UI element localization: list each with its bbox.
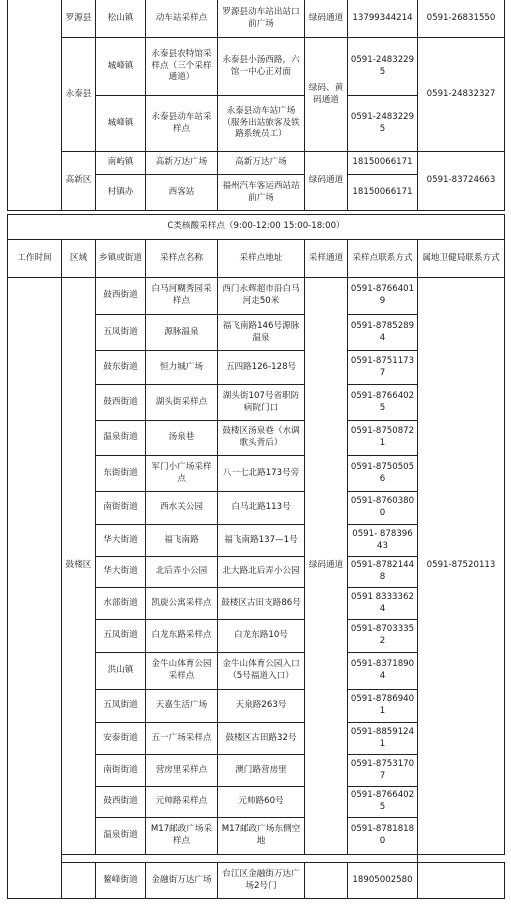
site-name-cell: 营房里采样点 [146,755,218,787]
town-cell: 松山镇 [96,0,146,38]
table-row [8,152,505,175]
site-address-cell: 福飞南路137—1号 [218,525,305,557]
site-name-cell: 动车站采样点 [146,0,218,38]
site-name-cell: 金融街万达广场 [146,863,218,899]
site-name-cell: 源脉温泉 [146,315,218,351]
site-address-cell: 福州汽车客运西站站前广场 [218,175,305,211]
channel-cell: 绿码通道 [305,152,348,211]
phone-cell: 0591-87821448 [348,557,418,588]
bureau-phone-cell: 0591-87520113 [418,278,505,855]
site-address-cell: 西门永辉超市沿白马河走50米 [218,278,305,315]
header-site-address: 采样点地址 [218,240,305,278]
phone-cell: 0591-83718904 [348,653,418,690]
site-name-cell: 五一广场采样点 [146,723,218,755]
header-bureau-phone: 属地卫健局联系方式 [418,240,505,278]
section-title: C类核酸采样点（9:00-12:00 15:00-18:00） [8,215,505,240]
channel-cell: 绿码、黄码通道 [305,38,348,152]
site-name-cell: M17邮政广场采样点 [146,818,218,855]
class-c-table [7,214,505,899]
site-name-cell: 西客站 [146,175,218,211]
phone-cell: 0591-87664019 [348,278,418,315]
header-site-name: 采样点名称 [146,240,218,278]
site-name-cell: 元帅路采样点 [146,787,218,818]
site-name-cell: 永泰县农特馆采样点（三个采样通道） [146,38,218,96]
header-town: 乡镇或街道 [96,240,146,278]
town-cell: 温泉街道 [96,818,146,855]
site-address-cell: 天泉路263号 [218,690,305,723]
town-cell: 南屿镇 [96,152,146,175]
site-name-cell: 高新万达广场 [146,152,218,175]
site-address-cell: 白马北路113号 [218,492,305,525]
town-cell: 温泉街道 [96,421,146,456]
phone-cell: 13799344214 [348,0,418,38]
table-row [8,863,505,899]
town-cell: 鼓东街道 [96,351,146,385]
site-address-cell: M17邮政广场东侧空地 [218,818,305,855]
header-work-time: 工作时间 [8,240,62,278]
phone-cell: 0591-87531707 [348,755,418,787]
table-row [8,278,505,315]
site-address-cell: 鼓楼区古田支路86号 [218,588,305,620]
town-cell: 鼓西街道 [96,278,146,315]
town-cell: 鳌峰街道 [96,863,146,899]
spacer-row [8,855,505,863]
site-name-cell: 恒力城广场 [146,351,218,385]
site-name-cell: 凯旋公寓采样点 [146,588,218,620]
site-name-cell: 金牛山体育公园采样点 [146,653,218,690]
town-cell: 洪山镇 [96,653,146,690]
region-cell: 永泰县 [62,38,96,152]
channel-cell [305,863,348,899]
town-cell: 南街街道 [96,755,146,787]
site-name-cell: 白马河糊秀园采样点 [146,278,218,315]
site-address-cell: 金牛山体育公园入口（5号福道入口） [218,653,305,690]
phone-cell: 18150066171 [348,152,418,175]
site-name-cell: 天嘉生活广场 [146,690,218,723]
town-cell: 华大街道 [96,525,146,557]
site-name-cell: 湖头街采样点 [146,385,218,421]
phone-cell: 0591-87664025 [348,385,418,421]
bureau-phone-cell: 0591-26831550 [418,0,505,38]
site-name-cell: 永泰县动车站采样点 [146,96,218,152]
header-row [8,240,505,278]
town-cell: 鼓西街道 [96,787,146,818]
site-name-cell: 西水关公园 [146,492,218,525]
town-cell: 城峰镇 [96,38,146,96]
town-cell: 水部街道 [96,588,146,620]
site-address-cell: 鼓楼区汤泉巷（水调歌头背后） [218,421,305,456]
region-cell: 高新区 [62,152,96,211]
sampling-table-continued [7,0,505,211]
town-cell: 五凤街道 [96,690,146,723]
phone-cell: 0591-87603800 [348,492,418,525]
site-address-cell: 湖头街107号省职防病院门口 [218,385,305,421]
header-region: 区域 [62,240,96,278]
channel-cell: 绿码通道 [305,278,348,855]
phone-cell: 0591-87664025 [348,787,418,818]
phone-cell: 0591-87505056 [348,456,418,492]
phone-cell: 0591 83333624 [348,588,418,620]
bureau-phone-cell: 0591-24832327 [418,38,505,152]
town-cell: 南街街道 [96,492,146,525]
phone-cell: 18150066171 [348,175,418,211]
work-time-cell [8,0,62,211]
phone-cell: 0591-87852894 [348,315,418,351]
phone-cell: 0591-87869401 [348,690,418,723]
site-name-cell: 福飞南路 [146,525,218,557]
town-cell: 东街街道 [96,456,146,492]
site-address-cell: 元帅路60号 [218,787,305,818]
town-cell: 村镇办 [96,175,146,211]
section-title-row [8,215,505,240]
site-address-cell: 澳门路营房里 [218,755,305,787]
phone-cell: 0591- 87839643 [348,525,418,557]
bureau-phone-cell [418,863,505,899]
town-cell: 安泰街道 [96,723,146,755]
region-cell [62,863,96,899]
town-cell: 五凤街道 [96,315,146,351]
site-address-cell: 八一七北路173号旁 [218,456,305,492]
site-address-cell: 台江区金融街万达广场2号门 [218,863,305,899]
site-name-cell: 北后弄小公园 [146,557,218,588]
table-row [8,38,505,96]
town-cell: 城峰镇 [96,96,146,152]
phone-cell: 0591-24832295 [348,38,418,96]
town-cell: 华大街道 [96,557,146,588]
site-address-cell: 白龙东路10号 [218,620,305,653]
site-address-cell: 福飞南路146号源脉温泉 [218,315,305,351]
site-name-cell: 白龙东路采样点 [146,620,218,653]
phone-cell: 0591-88591241 [348,723,418,755]
phone-cell: 18905002580 [348,863,418,899]
phone-cell: 0591-87511737 [348,351,418,385]
bureau-phone-cell: 0591-83724663 [418,152,505,211]
town-cell: 五凤街道 [96,620,146,653]
site-name-cell: 汤泉巷 [146,421,218,456]
phone-cell: 0591-87508721 [348,421,418,456]
region-cell: 罗源县 [62,0,96,38]
work-time-cell [8,278,62,899]
site-address-cell: 永泰县小汤西路，六馆一中心正对面 [218,38,305,96]
header-channel: 采样通道 [305,240,348,278]
phone-cell: 0591-87033352 [348,620,418,653]
site-address-cell: 高新万达广场 [218,152,305,175]
site-address-cell: 北大路北后弄小公园 [218,557,305,588]
phone-cell: 0591-24832295 [348,96,418,152]
site-name-cell: 军门小广场采样点 [146,456,218,492]
site-address-cell: 五四路126-128号 [218,351,305,385]
table-row [8,0,505,38]
site-address-cell: 罗源县动车站出站口前广场 [218,0,305,38]
town-cell: 鼓西街道 [96,385,146,421]
phone-cell: 0591-87818180 [348,818,418,855]
region-cell: 鼓楼区 [62,278,96,855]
site-address-cell: 鼓楼区古田路32号 [218,723,305,755]
channel-cell: 绿码通道 [305,0,348,38]
site-address-cell: 永泰县动车站广场（服务出站旅客及铁路系统员工） [218,96,305,152]
header-phone: 采样点联系方式 [348,240,418,278]
